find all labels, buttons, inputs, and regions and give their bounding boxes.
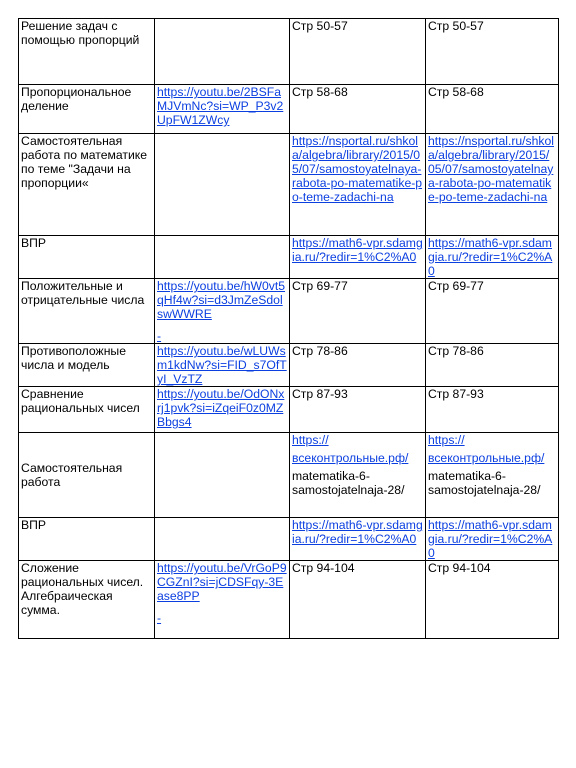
topic-cell xyxy=(19,344,155,387)
topic-text: Противоположные числа и модель xyxy=(21,344,126,372)
resource-link-part[interactable]: всеконтрольные.рф/ xyxy=(292,451,409,465)
topic-cell xyxy=(19,236,155,279)
topic-text: ВПР xyxy=(21,518,47,532)
topic-text: Пропорциональное деление xyxy=(21,85,132,113)
topic-text: Сложение рациональных чисел. Алгебраическая сумма. xyxy=(21,561,144,617)
link-dash[interactable]: - xyxy=(157,329,162,343)
resource-link-path: matematika-6-samostojatelnaja-28/ xyxy=(292,469,405,497)
pages-text: Стр 50-57 xyxy=(428,19,484,33)
topic-text: Положительные и отрицательные числа xyxy=(21,279,145,307)
resource-link-part[interactable]: всеконтрольные.рф/ xyxy=(428,451,545,465)
pages-text: Стр 78-86 xyxy=(428,344,484,358)
pages-cell xyxy=(290,518,426,561)
resource-link[interactable]: https://nsportal.ru/shkola/algebra/library/2015/05/07/samostoyatelnaya-rabota-po-matematike-po-teme-zadachi-na xyxy=(428,134,554,204)
table-row xyxy=(19,433,559,518)
lesson-table xyxy=(18,18,559,639)
table-row xyxy=(19,236,559,279)
topic-text: ВПР xyxy=(21,236,47,250)
topic-text: Сравнение рациональных чисел xyxy=(21,387,140,415)
table-row xyxy=(19,518,559,561)
table-row xyxy=(19,85,559,134)
pages-cell xyxy=(290,134,426,236)
pages-cell xyxy=(290,85,426,134)
video-link-cell xyxy=(155,518,290,561)
topic-cell xyxy=(19,85,155,134)
pages-cell xyxy=(290,561,426,639)
pages-cell xyxy=(426,561,559,639)
video-link-cell xyxy=(155,19,290,85)
pages-text: Стр 58-68 xyxy=(428,85,484,99)
video-link-cell xyxy=(155,134,290,236)
vpr-link[interactable]: https://math6-vpr.sdamgia.ru/?redir=1%C2%A0 xyxy=(428,236,553,278)
pages-text: Стр 78-86 xyxy=(292,344,348,358)
pages-cell xyxy=(426,236,559,279)
pages-text: Стр 58-68 xyxy=(292,85,348,99)
topic-cell xyxy=(19,561,155,639)
link-dash[interactable]: - xyxy=(157,611,162,625)
resource-link-part[interactable]: https:// xyxy=(428,433,465,447)
pages-cell xyxy=(290,433,426,518)
pages-cell xyxy=(426,279,559,344)
pages-cell xyxy=(426,85,559,134)
pages-cell xyxy=(426,134,559,236)
vpr-link[interactable]: https://math6-vpr.sdamgia.ru/?redir=1%C2%A0 xyxy=(292,518,423,546)
vpr-link[interactable]: https://math6-vpr.sdamgia.ru/?redir=1%C2%A0 xyxy=(428,518,553,560)
pages-text: Стр 69-77 xyxy=(292,279,348,293)
video-link[interactable]: https://youtu.be/hW0vt5qHf4w?si=d3JmZeSdolswWWRE xyxy=(157,279,286,321)
table-row xyxy=(19,134,559,236)
video-link-cell xyxy=(155,561,290,639)
pages-cell xyxy=(426,344,559,387)
video-link-cell xyxy=(155,236,290,279)
video-link-cell xyxy=(155,279,290,344)
pages-cell xyxy=(426,518,559,561)
pages-cell xyxy=(426,433,559,518)
pages-text: Стр 87-93 xyxy=(428,387,484,401)
pages-text: Стр 94-104 xyxy=(292,561,355,575)
pages-cell xyxy=(290,344,426,387)
video-link[interactable]: https://youtu.be/wLUWsm1kdNw?si=FID_s7OfTyI_VzTZ xyxy=(157,344,287,386)
topic-text: Самостоятельная работа xyxy=(21,461,123,489)
pages-text: Стр 87-93 xyxy=(292,387,348,401)
pages-cell xyxy=(290,236,426,279)
video-link-cell xyxy=(155,344,290,387)
topic-cell xyxy=(19,19,155,85)
video-link[interactable]: https://youtu.be/VrGoP9CGZnI?si=jCDSFqy-3Ease8PP xyxy=(157,561,287,603)
pages-cell xyxy=(290,19,426,85)
topic-text: Решение задач с помощью пропорций xyxy=(21,19,140,47)
pages-text: Стр 69-77 xyxy=(428,279,484,293)
pages-cell xyxy=(290,279,426,344)
pages-text: Стр 94-104 xyxy=(428,561,491,575)
pages-text: Стр 50-57 xyxy=(292,19,348,33)
video-link[interactable]: https://youtu.be/OdONxrj1pvk?si=iZqeiF0z0MZBbgs4 xyxy=(157,387,285,429)
resource-link-path: matematika-6-samostojatelnaja-28/ xyxy=(428,469,541,497)
video-link-cell xyxy=(155,433,290,518)
pages-cell xyxy=(426,19,559,85)
video-link-cell xyxy=(155,85,290,134)
vpr-link[interactable]: https://math6-vpr.sdamgia.ru/?redir=1%C2%A0 xyxy=(292,236,423,264)
topic-cell xyxy=(19,134,155,236)
pages-cell xyxy=(290,387,426,433)
table-row xyxy=(19,344,559,387)
table-row xyxy=(19,387,559,433)
topic-text: Самостоятельная работа по математике по теме "Задачи на пропорции« xyxy=(21,134,148,190)
topic-cell xyxy=(19,387,155,433)
video-link[interactable]: https://youtu.be/2BSFaMJVmNc?si=WP_P3v2UpFW1ZWcy xyxy=(157,85,284,127)
video-link-cell xyxy=(155,387,290,433)
topic-cell xyxy=(19,433,155,518)
topic-cell xyxy=(19,279,155,344)
table-row xyxy=(19,279,559,344)
resource-link[interactable]: https://nsportal.ru/shkola/algebra/library/2015/05/07/samostoyatelnaya-rabota-po-matematike-po-teme-zadachi-na xyxy=(292,134,423,204)
topic-cell xyxy=(19,518,155,561)
table-row xyxy=(19,19,559,85)
resource-link-part[interactable]: https:// xyxy=(292,433,329,447)
table-row xyxy=(19,561,559,639)
pages-cell xyxy=(426,387,559,433)
